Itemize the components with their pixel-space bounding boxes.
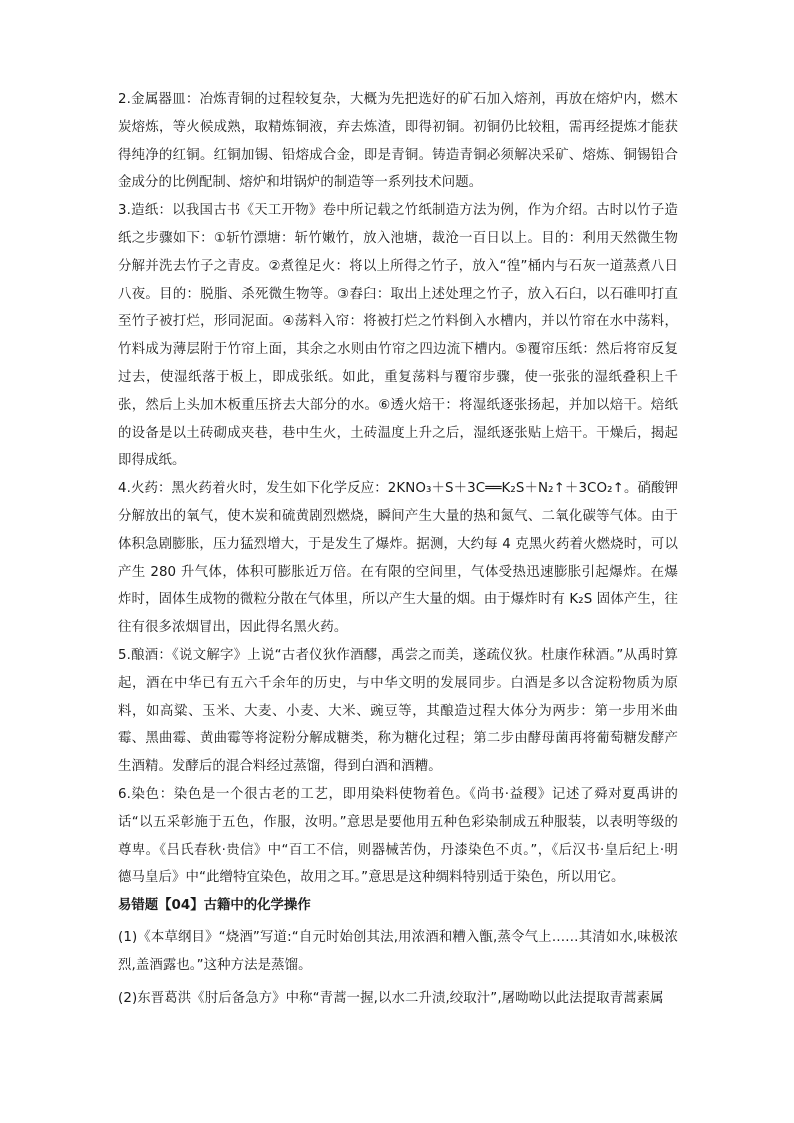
gunpowder-text-after: 。硝酸钾分解放出的氧气，使木炭和硫黄剧烈燃烧，瞬间产生大量的热和氮气、二氧化碳等气体。由于体积急剧膨胀，压力猛烈增大，于是发生了爆炸。据测，大约每 4 克黑火药着火燃烧时，可以产生 280 升气体，体积可膨胀近万倍。在有限的空间里，气体受热迅速膨胀引起爆炸。在爆炸时，固体生成物的微粒分散在气体里，所以产生大量的烟。由于爆炸时有 K₂S 固体产生，往往有很多浓烟冒出，因此得名黑火药。 [118, 481, 679, 636]
section-heading: 易错题【04】古籍中的化学操作 [118, 898, 311, 914]
gunpowder-equation: 2KNO₃＋S＋3C══K₂S＋N₂↑＋3CO₂↑ [387, 481, 624, 497]
paragraph-winemaking: 5.酿酒：《说文解字》上说“古者仪狄作酒醪，禹尝之而美，遂疏仪狄。杜康作秫酒。”从禹时算起，酒在中华已有五六千余年的历史，与中华文明的发展同步。白酒是多以含淀粉物质为原料，如高粱、玉米、大麦、小麦、大米、豌豆等，其酿造过程大体分为两步：第一步用米曲霉、黑曲霉、黄曲霉等将淀粉分解成糖类，称为糖化过程；第二步由酵母菌再将葡萄糖发酵产生酒精。发酵后的混合料经过蒸馏，得到白酒和酒糟。 [118, 647, 678, 775]
paragraph-metal-vessels: 2.金属器皿：冶炼青铜的过程较复杂，大概为先把选好的矿石加入熔剂，再放在熔炉内，燃木炭熔炼，等火候成熟，取精炼铜液，弃去炼渣，即得初铜。初铜仍比较粗，需再经提炼才能获得纯净的红铜。红铜加锡、铅熔成合金，即是青铜。铸造青铜必须解决采矿、熔炼、铜锡铅合金成分的比例配制、熔炉和坩锅炉的制造等一系列技术问题。 [118, 92, 678, 191]
document-page [118, 86, 678, 1013]
paragraph-dyeing: 6.染色：染色是一个很古老的工艺，即用染料使物着色。《尚书·益稷》记述了舜对夏禹讲的话“以五采彰施于五色，作服，汝明。”意思是要他用五种色彩染制成五种服装，以表明等级的尊卑。《吕氏春秋·贵信》中“百工不信，则器械苦伪，丹漆染色不贞。”，《后汉书·皇后纪上·明德马皇后》中“此缯特宜染色，故用之耳。”意思是这种绸料特别适于染色，所以用它。 [118, 786, 678, 886]
paragraph-gunpowder [118, 475, 678, 642]
paragraph-papermaking: 3.造纸：以我国古书《天工开物》卷中所记载之竹纸制造方法为例，作为介绍。古时以竹子造纸之步骤如下：①斩竹漂塘：斩竹嫩竹，放入池塘，裁沧一百日以上。目的：利用天然微生物分解并洗去竹子之青皮。②煮徨足火：将以上所得之竹子，放入“徨”桶内与石灰一道蒸煮八日八夜。目的：脱脂、杀死微生物等。③舂臼：取出上述处理之竹子，放入石臼，以石碓叩打直至竹子被打烂，形同泥面。④荡料入帘：将被打烂之竹料倒入水槽内，并以竹帘在水中荡料，竹料成为薄层附于竹帘上面，其余之水则由竹帘之四边流下槽内。⑤覆帘压纸：然后将帘反复过去，使湿纸落于板上，即成张纸。如此，重复荡料与覆帘步骤，使一张张的湿纸叠积上千张，然后上头加木板重压挤去大部分的水。⑥透火焙干：将湿纸逐张扬起，并加以焙干。焙纸的设备是以土砖砌成夹巷，巷中生火，土砖温度上升之后，湿纸逐张贴上焙干。干燥后，揭起即得成纸。 [118, 203, 678, 469]
list-item: (2)东晋葛洪《肘后备急方》中称“青蒿一握,以水二升渍,绞取汁”,屠呦呦以此法提取青蒿素属 [118, 990, 664, 1006]
list-item: (1)《本草纲目》“烧酒”写道:“自元时始创其法,用浓酒和糟入甑,蒸令气上……其清如水,味极浓烈,盖酒露也。”这种方法是蒸馏。 [118, 929, 678, 974]
gunpowder-text-before: 4.火药：黑火药着火时，发生如下化学反应： [118, 481, 388, 497]
